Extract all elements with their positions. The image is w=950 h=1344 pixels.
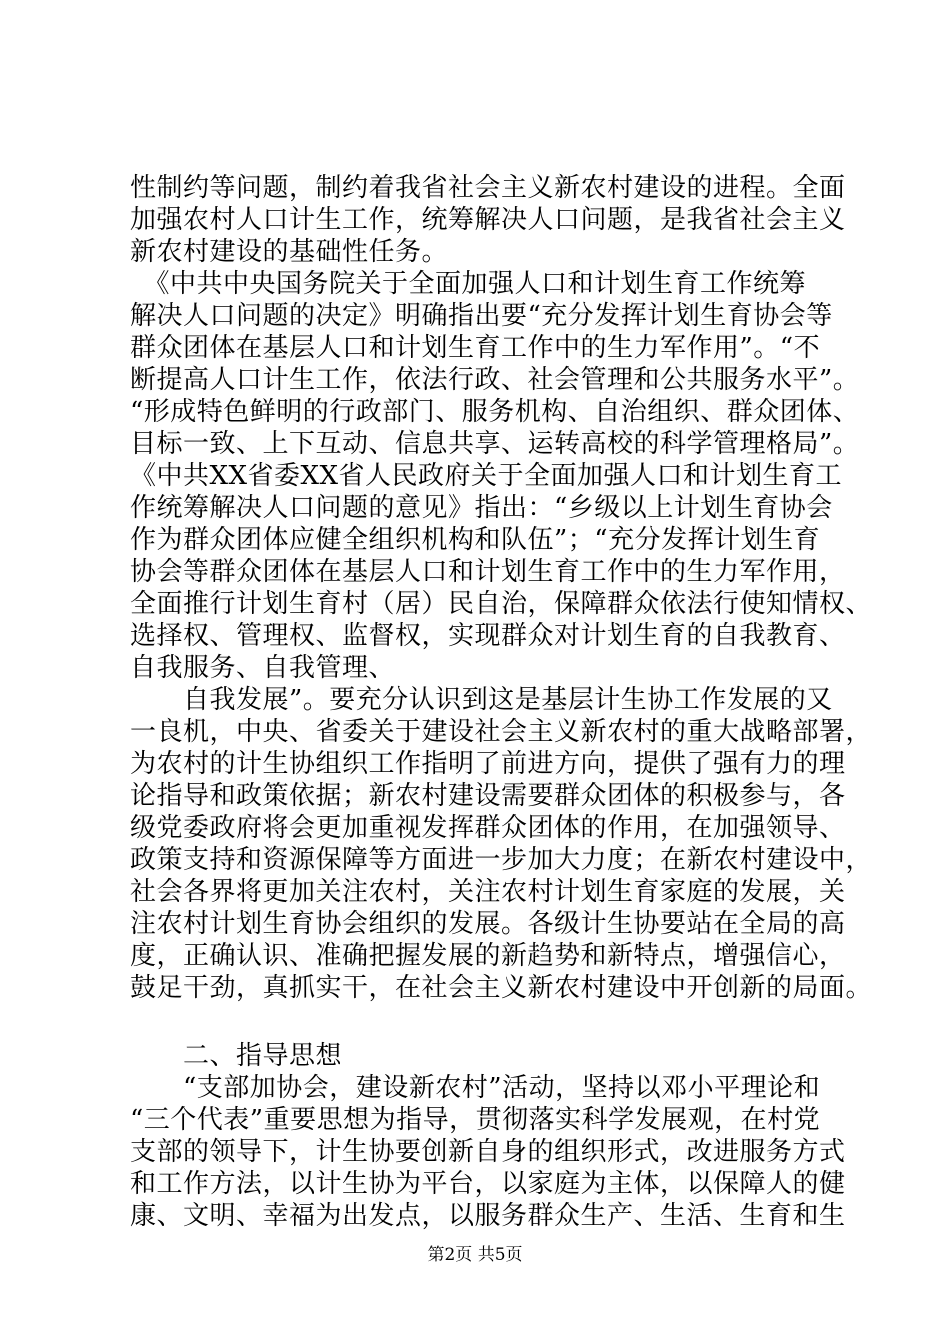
text-line: 目标一致、上下互动、信息共享、运转高校的科学管理格局”。 [130, 429, 860, 459]
text-line: 一良机，中央、省委关于建设社会主义新农村的重大战略部署， [130, 717, 873, 747]
text-line: “三个代表”重要思想为指导，贯彻落实科学发展观，在村党 [130, 1105, 821, 1135]
text-line: 论指导和政策依据；新农村建设需要群众团体的积极参与，各 [130, 781, 846, 811]
text-line: 解决人口问题的决定》明确指出要“充分发挥计划生育协会等 [130, 301, 833, 331]
text-line: 性制约等问题，制约着我省社会主义新农村建设的进程。全面 [130, 173, 846, 203]
text-line: 作统筹解决人口问题的意见》指出：“乡级以上计划生育协会 [130, 493, 833, 523]
text-line: 自我服务、自我管理、 [130, 653, 396, 683]
text-line: “支部加协会，建设新农村”活动，坚持以邓小平理论和 [130, 1073, 821, 1103]
text-line: 群众团体在基层人口和计划生育工作中的生力军作用”。“不 [130, 333, 821, 363]
text-line: 协会等群众团体在基层人口和计划生育工作中的生力军作用， [130, 557, 846, 587]
page-footer: 第2页 共5页 [427, 1245, 523, 1265]
text-line: “形成特色鲜明的行政部门、服务机构、自治组织、群众团体、 [130, 397, 860, 427]
text-line: 注农村计划生育协会组织的发展。各级计生协要站在全局的高 [130, 909, 846, 939]
text-line: 《中共中央国务院关于全面加强人口和计划生育工作统筹 [130, 269, 807, 299]
text-line: 全面推行计划生育村（居）民自治，保障群众依法行使知情权、 [130, 589, 873, 619]
text-line: 作为群众团体应健全组织机构和队伍”；“充分发挥计划生育 [130, 525, 821, 555]
text-line: 和工作方法，以计生协为平台，以家庭为主体，以保障人的健 [130, 1169, 846, 1199]
text-line: 支部的领导下，计生协要创新自身的组织形式，改进服务方式 [130, 1137, 846, 1167]
text-line: 社会各界将更加关注农村，关注农村计划生育家庭的发展，关 [130, 877, 846, 907]
section-heading: 二、指导思想 [130, 1041, 343, 1071]
text-line: 新农村建设的基础性任务。 [130, 237, 449, 267]
text-line: 选择权、管理权、监督权，实现群众对计划生育的自我教育、 [130, 621, 846, 651]
text-line: 自我发展”。要充分认识到这是基层计生协工作发展的又 [130, 685, 833, 715]
text-line: 度，正确认识、准确把握发展的新趋势和新特点，增强信心， [130, 941, 846, 971]
text-line: 鼓足干劲，真抓实干，在社会主义新农村建设中开创新的局面。 [130, 973, 873, 1003]
text-line: 为农村的计生协组织工作指明了前进方向，提供了强有力的理 [130, 749, 846, 779]
text-line: 加强农村人口计生工作，统筹解决人口问题，是我省社会主义 [130, 205, 846, 235]
text-line: 级党委政府将会更加重视发挥群众团体的作用，在加强领导、 [130, 813, 846, 843]
text-line: 《中共XX省委XX省人民政府关于全面加强人口和计划生育工 [130, 461, 843, 491]
text-line: 政策支持和资源保障等方面进一步加大力度；在新农村建设中， [130, 845, 873, 875]
text-line: 康、文明、幸福为出发点，以服务群众生产、生活、生育和生 [130, 1201, 846, 1231]
text-line: 断提高人口计生工作，依法行政、社会管理和公共服务水平”。 [130, 365, 860, 395]
